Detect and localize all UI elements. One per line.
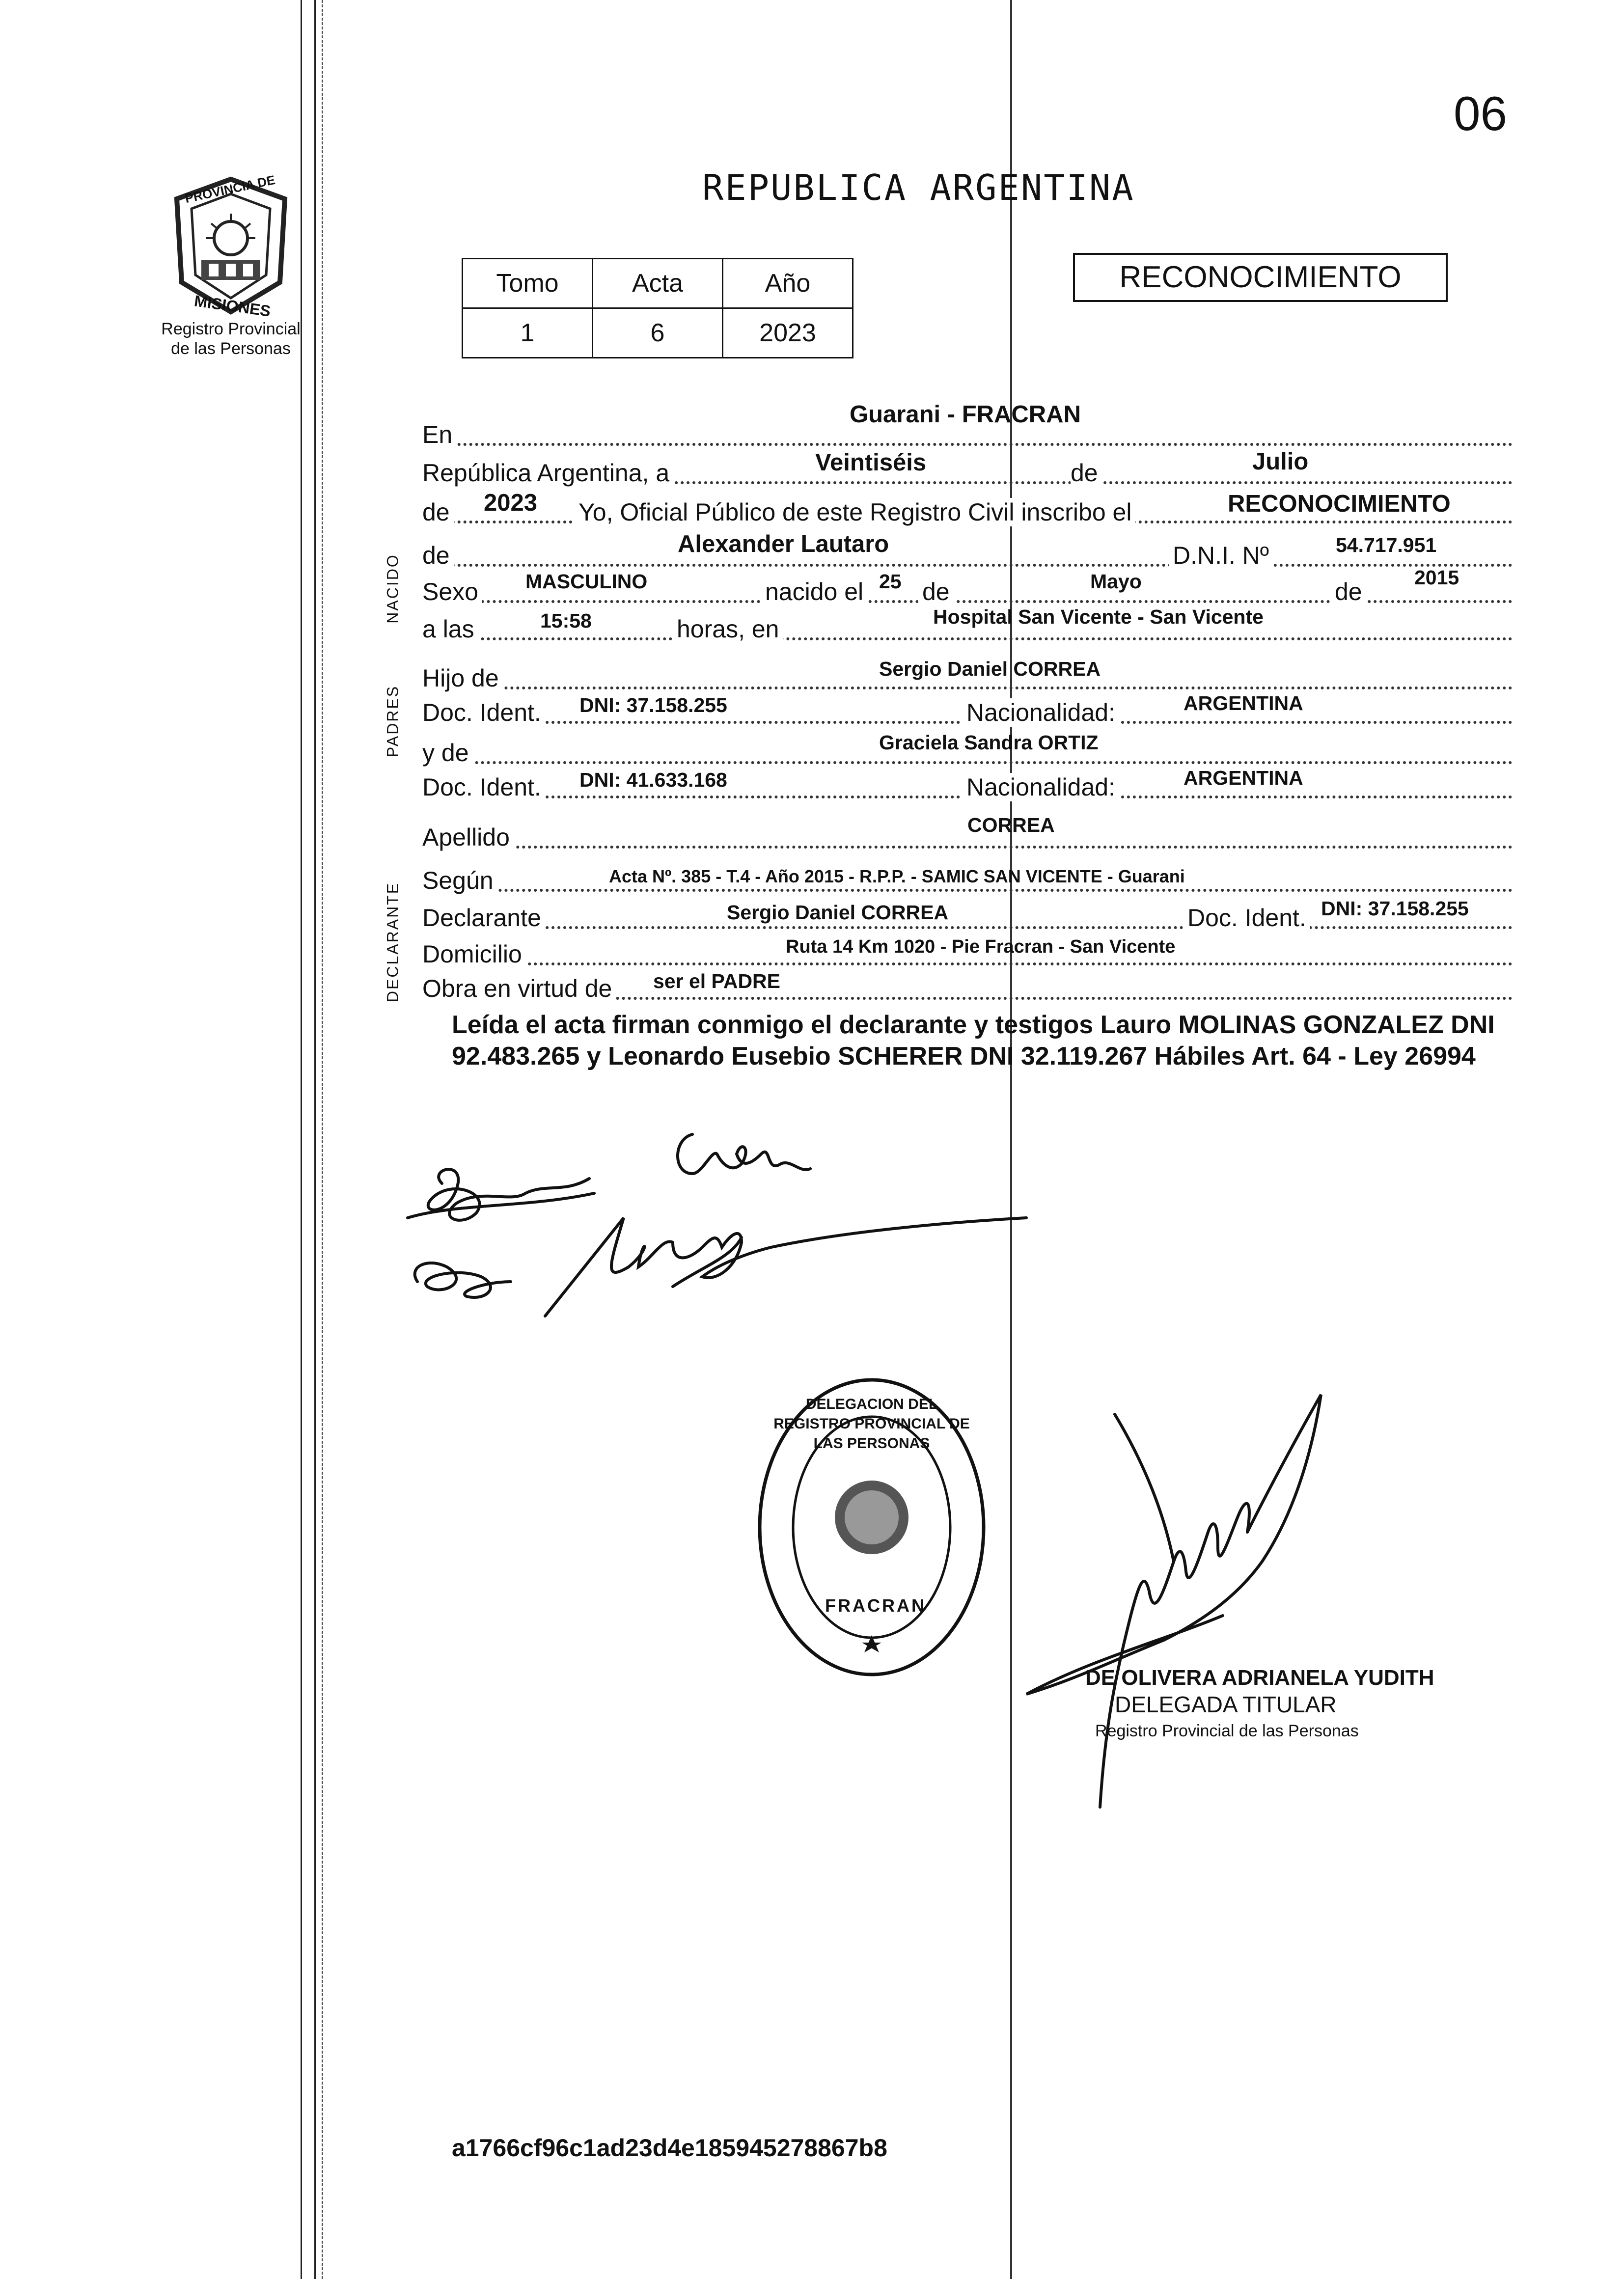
value-tomo: 1 [463,308,593,358]
label-de-birth-month: de [918,577,954,606]
value-father-doc: DNI: 37.158.255 [579,694,727,716]
dotted-rule [422,846,1513,849]
side-label-padres: PADRES [384,685,402,758]
official-name: DE OLIVERA ADRIANELA YUDITH [1085,1666,1434,1690]
closing-text: Leída el acta firman conmigo el declarante y testigos Lauro MOLINAS GONZALEZ DNI 92.483.265 y Leonardo Eusebio SCHERER DNI 32.119.267 Hábiles Art. 64 - Ley 26994 [452,1011,1495,1071]
line-obra [422,972,1513,1003]
value-child-name: Alexander Lautaro [678,531,889,557]
label-de-month: de [1071,459,1102,487]
header-acta: Acta [593,259,723,308]
line-year [422,490,1513,526]
dotted-rule [422,686,1513,689]
value-declarant-doc: DNI: 37.158.255 [1321,897,1469,920]
label-de-birth-year: de [1331,577,1366,606]
label-horas: horas, en [673,615,783,643]
line-address [422,938,1513,968]
margin-dashed-line [322,0,323,2279]
label-y-de: y de [422,739,473,767]
seal-text-bottom: MISIONES [193,292,272,320]
dotted-rule [422,564,1513,567]
value-obra: ser el PADRE [653,970,781,992]
line-sexo [422,566,1513,606]
label-doc-father: Doc. Ident. [422,698,545,727]
label-hijo-de: Hijo de [422,664,503,692]
label-republica: República Argentina, a [422,459,673,487]
dotted-rule [422,637,1513,640]
value-acta: 6 [593,308,723,358]
registry-label-line1: Registro Provincial [161,320,301,338]
label-doc-declarant: Doc. Ident. [1184,904,1310,932]
label-a-las: a las [422,615,478,643]
dotted-rule [422,926,1513,929]
seal-text-top: PROVINCIA DE [183,172,276,206]
value-day: Veintiséis [815,449,927,476]
line-father [422,658,1513,692]
official-title: DELEGADA TITULAR [1115,1692,1337,1717]
record-table [462,258,853,358]
page-number: 06 [1454,86,1508,140]
value-mother-name: Graciela Sandra ORTIZ [879,731,1099,754]
value-birth-place: Hospital San Vicente - San Vicente [933,605,1264,628]
label-nacionalidad-father: Nacionalidad: [963,698,1119,727]
label-domicilio: Domicilio [422,940,526,968]
value-mother-doc: DNI: 41.633.168 [579,769,727,791]
official-org: Registro Provincial de las Personas [1095,1722,1359,1740]
dotted-rule [422,761,1513,764]
handwritten-signatures [398,1120,1036,1375]
value-ano: 2023 [723,308,853,358]
label-declarante: Declarante [422,904,545,932]
label-doc-mother: Doc. Ident. [422,773,545,801]
label-segun: Según [422,866,497,895]
label-inscribo: Yo, Oficial Público de este Registro Civil inscribo el [575,498,1135,526]
value-birth-day: 25 [879,570,902,593]
label-de-child: de [422,541,454,570]
record-type-box: RECONOCIMIENTO [1073,253,1448,302]
side-label-declarante: DECLARANTE [384,881,402,1003]
value-segun: Acta Nº. 385 - T.4 - Año 2015 - R.P.P. - SAMIC SAN VICENTE - Guarani [609,866,1185,886]
value-declarant-name: Sergio Daniel CORREA [727,901,949,924]
line-time [422,605,1513,643]
line-en [422,401,1513,449]
stamp-center-text: FRACRAN [825,1595,926,1616]
value-birth-time: 15:58 [540,609,592,632]
label-dni: D.N.I. Nº [1169,541,1273,570]
line-child [422,531,1513,570]
line-republica [422,448,1513,487]
value-sex: MASCULINO [525,570,648,593]
value-mother-nationality: ARGENTINA [1184,767,1303,789]
value-birth-month: Mayo [1090,570,1142,593]
registry-label [147,319,314,358]
value-child-dni: 54.717.951 [1336,534,1437,556]
dotted-rule [422,443,1513,446]
country-title: REPUBLICA ARGENTINA [702,167,1135,208]
header-ano: Año [723,259,853,308]
header-tomo: Tomo [463,259,593,308]
value-surname: CORREA [967,814,1055,836]
side-label-nacido: NACIDO [384,553,402,624]
dotted-rule [422,962,1513,965]
stamp-ring-text: DELEGACION DEL REGISTRO PROVINCIAL DE LAS PERSONAS [773,1396,970,1452]
value-father-name: Sergio Daniel CORREA [879,658,1101,680]
line-segun [422,864,1513,895]
margin-line [314,0,316,2279]
label-nacionalidad-mother: Nacionalidad: [963,773,1119,801]
label-en: En [422,420,456,449]
official-signature [1017,1385,1409,1817]
label-nacido: nacido el [761,577,867,606]
label-de-year: de [422,498,454,526]
registry-label-line2: de las Personas [171,339,291,358]
document-hash: a1766cf96c1ad23d4e185945278867b8 [452,2134,887,2162]
value-month: Julio [1252,448,1309,475]
value-address: Ruta 14 Km 1020 - Pie Fracran - San Vicente [786,936,1176,957]
value-place: Guarani - FRACRAN [850,401,1081,428]
official-block [1085,1665,1434,1744]
value-birth-year: 2015 [1414,566,1459,589]
line-father-doc [422,692,1513,727]
line-mother-doc [422,767,1513,801]
value-act-type: RECONOCIMIENTO [1228,491,1451,517]
line-surname [422,814,1513,851]
value-father-nationality: ARGENTINA [1184,692,1303,714]
value-year: 2023 [484,490,538,516]
dotted-rule [422,889,1513,892]
label-obra: Obra en virtud de [422,974,616,1003]
label-sexo: Sexo [422,577,482,606]
label-apellido: Apellido [422,823,514,851]
line-declarant [422,897,1513,932]
line-mother [422,731,1513,767]
